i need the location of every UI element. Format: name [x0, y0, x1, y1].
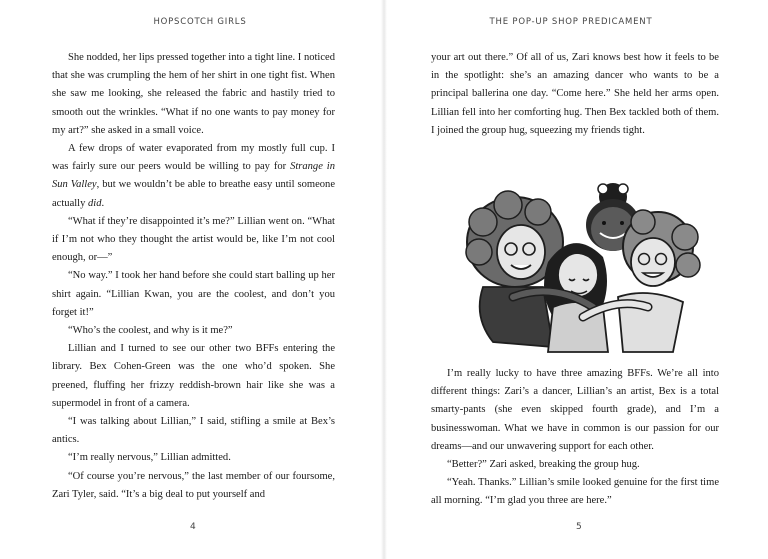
paragraph: “What if they’re disappointed it’s me?” Lillian went on. “What if I’m not who they thought the artist would be, like I’m not cool enough, or—” — [52, 215, 335, 264]
page-number-right: 5 — [576, 522, 582, 532]
page-number-left: 4 — [190, 522, 196, 532]
paragraph: I’m really lucky to have three amazing BFFs. We’re all into different things: Zari’s a dancer, Lillian’s an artist, Bex is a total smarty-pants (she even skipped fourth grade), and I’m a businesswoman. What we have in common is our passion for our dreams—and our unwavering support for each other. — [431, 368, 719, 452]
paragraph: She nodded, her lips pressed together into a tight line. I noticed that she was crumpling the hem of her shirt in one tight fist. When she saw me looking, she released the fabric and hastily tried to smooth out the wrinkles. “What if no one wants to pay money for my art?” she asked in a small voice. — [52, 52, 335, 136]
paragraph: “Yeah. Thanks.” Lillian’s smile looked genuine for the first time all morning. “I’m glad you three are here.” — [431, 477, 719, 507]
right-page-body-bottom — [431, 365, 719, 511]
paragraph: “I’m really nervous,” Lillian admitted. — [68, 452, 231, 464]
paragraph: “Who’s the coolest, and why is it me?” — [68, 325, 233, 337]
paragraph: your art out there.” Of all of us, Zari knows best how it feels to be in the spotlight: she’s an amazing dancer who wants to be a principal ballerina one day. “Come here.” She held her arms open. Lillian fell into her comforting hug. Then Bex tackled both of them. I joined the group hug, squeezing my friends tight. — [431, 52, 719, 136]
paragraph: “I was talking about Lillian,” I said, stifling a smile at Bex’s antics. — [52, 416, 335, 446]
girl-right-figure — [618, 210, 700, 352]
right-page-body-top — [431, 49, 719, 140]
paragraph: “Of course you’re nervous,” the last member of our foursome, Zari Tyler, said. “It’s a big deal to put yourself and — [52, 470, 335, 500]
paragraph: “No way.” I took her hand before she could start balling up her shirt again. “Lillian Kwan, you are the coolest, and don’t you forget it!” — [52, 270, 335, 318]
paragraph: Lillian and I turned to see our other two BFFs entering the library. Bex Cohen-Green was the one who’d spoken. She preened, fluffing her frizzy reddish-brown hair like she was a supermodel in front of a camera. — [52, 343, 335, 409]
running-head-right: THE POP-UP SHOP PREDICAMENT — [489, 17, 653, 27]
left-page-body — [52, 49, 335, 504]
paragraph: A few drops of water evaporated from my mostly full cup. I was fairly sure our peers would be willing to pay for Strange in Sun Valley, but we wouldn’t be able to breathe easy until someone actually did. — [52, 143, 335, 209]
paragraph: “Better?” Zari asked, breaking the group hug. — [447, 459, 640, 471]
group-hug-illustration — [453, 167, 713, 357]
running-head-left: HOPSCOTCH GIRLS — [153, 17, 247, 27]
